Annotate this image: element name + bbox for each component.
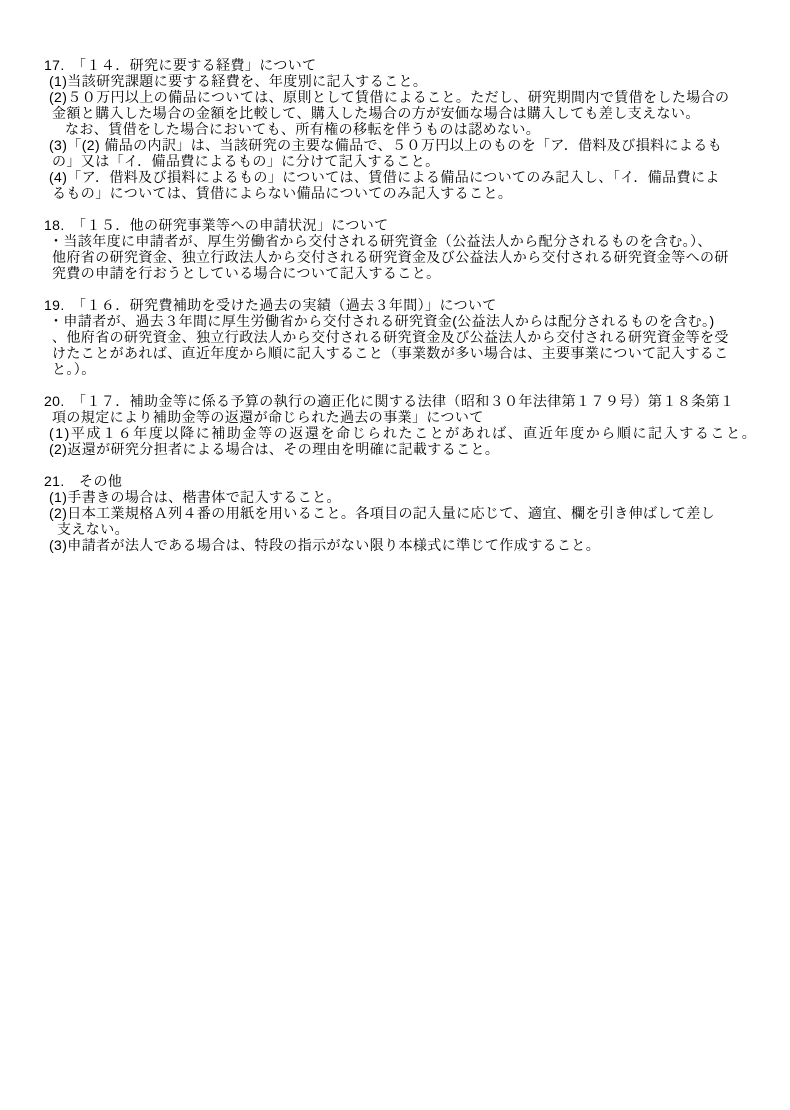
text-line: けたことがあれば、直近年度から順に記入すること（事業数が多い場合は、主要事業について記入するこ xyxy=(52,345,729,361)
text-line: (2)５０万円以上の備品については、原則として賃借によること。ただし、研究期間内で賃借をした場合の xyxy=(49,89,730,105)
text-line: (2)日本工業規格Ａ列４番の用紙を用いること。各項目の記入量に応じて、適宜、欄を引き伸ばして差し xyxy=(49,505,716,521)
text-line: の」又は「イ．備品費によるもの」に分けて記入すること。 xyxy=(52,153,440,169)
text-line: 他府省の研究資金、独立行政法人から交付される研究資金及び公益法人から交付される研究資金等への研 xyxy=(52,249,729,265)
section-19 xyxy=(0,297,760,377)
document-body xyxy=(0,0,790,553)
text-line: (1)当該研究課題に要する経費を、年度別に記入すること。 xyxy=(49,73,428,89)
text-line: (4)「ア．借料及び損料によるもの」については、賃借による備品についてのみ記入し、「イ．備品費によ xyxy=(49,169,720,185)
text-line: なお、賃借をした場合においても、所有権の移転を伴うものは認めない。 xyxy=(65,121,541,137)
text-line: (2)返還が研究分担者による場合は、その理由を明確に記載すること。 xyxy=(49,441,500,457)
text-line: 項の規定により補助金等の返還が命じられた過去の事業」について xyxy=(52,409,484,425)
section-17-heading: 17. 「１４．研究に要する経費」について xyxy=(44,57,317,73)
text-line: (3)「(2) 備品の内訳」は、当該研究の主要な備品で、５０万円以上のものを「ア．借料及び損料によるも xyxy=(49,137,723,153)
section-18 xyxy=(0,217,760,281)
section-20 xyxy=(0,393,760,457)
text-line: 金額と購入した場合の金額を比較して、購入した場合の方が安価な場合は購入しても差し支えない。 xyxy=(52,105,700,121)
text-line: ・当該年度に申請者が、厚生労働省から交付される研究資金（公益法人から配分されるものを含む。）、 xyxy=(49,233,712,249)
text-line: ・申請者が、過去３年間に厚生労働省から交付される研究資金(公益法人からは配分されるものを含む。) xyxy=(49,313,715,329)
section-17 xyxy=(0,57,760,201)
text-line: (3)申請者が法人である場合は、特段の指示がない限り本様式に準じて作成すること。 xyxy=(49,537,601,553)
section-21 xyxy=(0,473,760,553)
section-20-heading: 20. 「１７．補助金等に係る予算の執行の適正化に関する法律（昭和３０年法律第１７９号）第１８条第１ xyxy=(44,393,735,409)
text-line: るもの」については、賃借によらない備品についてのみ記入すること。 xyxy=(52,185,513,201)
text-line: 支えない。 xyxy=(57,521,129,537)
section-18-heading: 18. 「１５．他の研究事業等への申請状況」について xyxy=(44,217,389,233)
text-line: (1)手書きの場合は、楷書体で記入すること。 xyxy=(49,489,341,505)
text-line: と。）。 xyxy=(52,361,96,377)
text-line: 究費の申請を行おうとしている場合について記入すること。 xyxy=(52,265,441,281)
text-line: (1)平成１６年度以降に補助金等の返還を命じられたことがあれば、直近年度から順に記入すること。 xyxy=(49,425,758,441)
section-21-heading: 21. その他 xyxy=(44,473,123,489)
text-line: 、他府省の研究資金、独立行政法人から交付される研究資金及び公益法人から交付される研究資金等を受 xyxy=(52,329,729,345)
section-19-heading: 19. 「１６．研究費補助を受けた過去の実績（過去３年間）」について xyxy=(44,297,497,313)
